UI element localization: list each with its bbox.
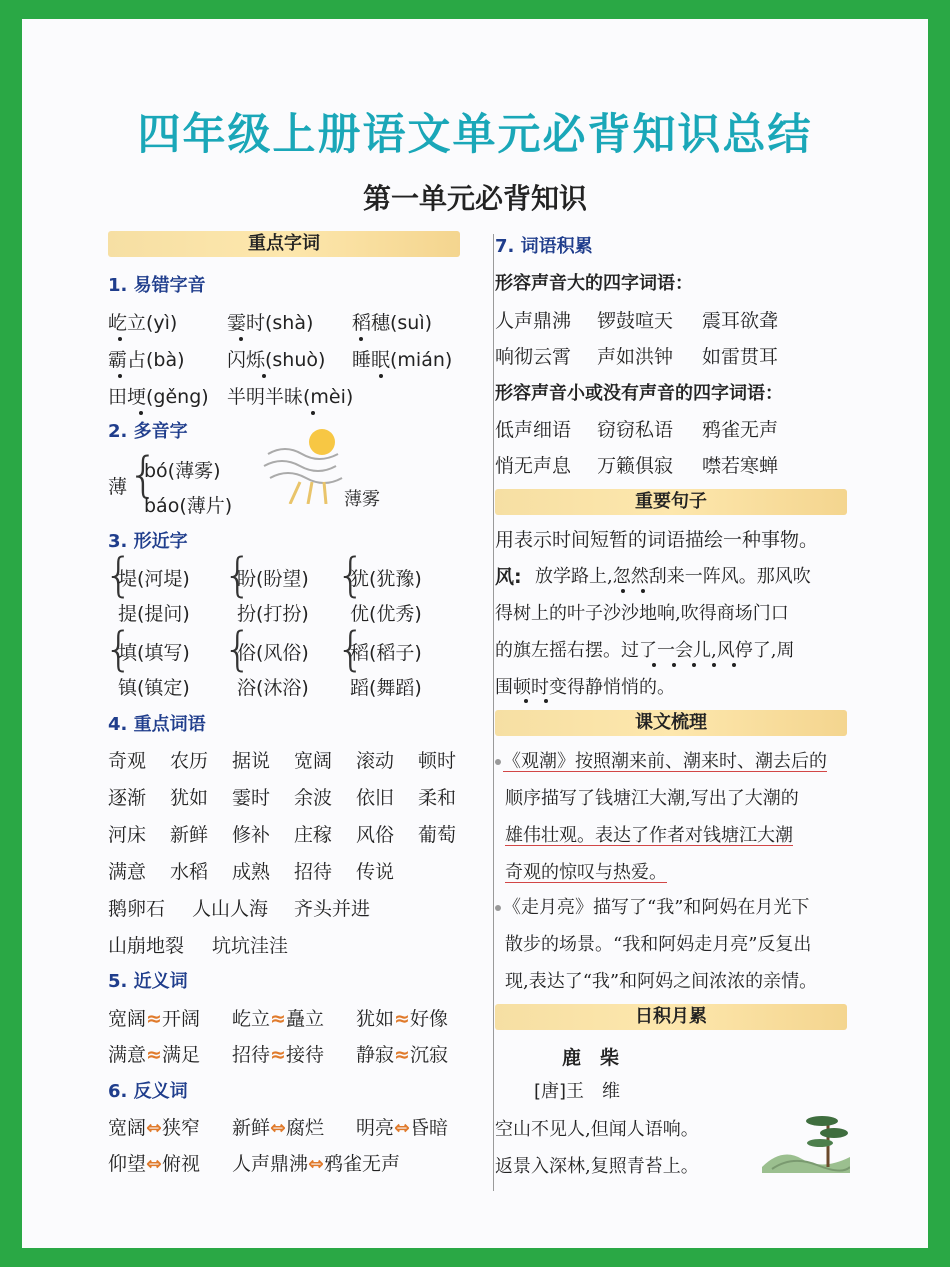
brace: { <box>104 548 134 602</box>
phrase-item: 修补 <box>232 824 271 846</box>
similar-char-item: 优(优秀) <box>350 603 422 625</box>
phrase-item: 鹅卵石 <box>108 898 166 920</box>
brace: { <box>223 548 253 602</box>
phrase-item: 成熟 <box>232 861 271 883</box>
pair-second: 狭窄 <box>161 1117 200 1139</box>
review-line: 雄伟壮观。表达了作者对钱塘江大潮 <box>505 825 793 846</box>
loud-word: 声如洪钟 <box>597 346 674 368</box>
pair-second: 俯视 <box>161 1153 200 1175</box>
phrase-item: 新鲜 <box>170 824 209 846</box>
phrase-item: 传说 <box>356 861 395 883</box>
pronunciation-item: 半明半昧(mèi) <box>227 386 354 408</box>
sentence-intro: 用表示时间短暂的词语描绘一种事物。 <box>495 529 819 551</box>
page-title: 四年级上册语文单元必背知识总结 <box>137 110 813 160</box>
poem-line: 空山不见人,但闻人语响。 <box>495 1119 699 1140</box>
loud-word: 如雷贯耳 <box>702 346 779 368</box>
review-text: 《观潮》按照潮来前、潮来时、潮去后的 <box>503 751 827 772</box>
similar-char-item: 填(填写) <box>118 642 190 664</box>
heading-antonyms: 6. 反义词 <box>108 1081 188 1102</box>
band-key-words: 重点字词 <box>108 231 460 257</box>
pair-first: 人声鼎沸 <box>232 1153 309 1175</box>
pair-first: 犹如 <box>356 1008 395 1030</box>
column-divider <box>493 234 494 1191</box>
page <box>22 19 928 1248</box>
relation-symbol: ≈ <box>270 1044 286 1066</box>
label-loud-words: 形容声音大的四字词语： <box>495 273 693 294</box>
similar-char-item: 扮(打扮) <box>237 603 309 625</box>
polyphone-reading-1: bó(薄雾) <box>144 460 221 482</box>
sentence-line: 的旗左摇右摆。过了一会儿,风停了,周 <box>495 640 795 661</box>
brace: { <box>223 622 253 676</box>
pair-second: 沉寂 <box>409 1044 448 1066</box>
emphasis-dot <box>262 374 266 378</box>
similar-char-item: 犹(犹豫) <box>350 568 422 590</box>
review-line <box>495 747 827 773</box>
phrase-item: 河床 <box>108 824 147 846</box>
loud-word: 响彻云霄 <box>495 346 572 368</box>
sentence-line: 放学路上,忽然刮来一阵风。那风吹 <box>535 566 811 587</box>
phrase-item: 葡萄 <box>418 824 457 846</box>
review-line: 散步的场景。“我和阿妈走月亮”反复出 <box>505 934 812 955</box>
relation-symbol: ⇔ <box>394 1117 410 1139</box>
pair-first: 静寂 <box>356 1044 395 1066</box>
emphasis-dot <box>652 663 656 667</box>
band-daily-accumulation: 日积月累 <box>495 1004 847 1030</box>
quiet-word: 低声细语 <box>495 419 572 441</box>
review-text: 《走月亮》描写了“我”和阿妈在月光下 <box>503 897 810 918</box>
heading-key-phrases: 4. 重点词语 <box>108 714 206 735</box>
quiet-word: 鸦雀无声 <box>702 419 779 441</box>
phrase-item: 农历 <box>170 750 209 772</box>
label-quiet-words: 形容声音小或没有声音的四字词语： <box>495 383 783 404</box>
polyphone-reading-2: báo(薄片) <box>144 495 233 517</box>
phrase-item: 人山人海 <box>192 898 269 920</box>
quiet-word: 窃窃私语 <box>597 419 674 441</box>
emphasis-dot <box>692 663 696 667</box>
poem-author: [唐]王 维 <box>534 1081 621 1102</box>
sentence-line: 围顿时变得静悄悄的。 <box>495 677 675 698</box>
emphasis-dot <box>379 374 383 378</box>
phrase-item: 依旧 <box>356 787 395 809</box>
emphasis-dot <box>544 699 548 703</box>
polyphone-char: 薄 <box>108 476 128 498</box>
relation-symbol: ⇔ <box>146 1117 162 1139</box>
similar-char-item: 稻(稻子) <box>350 642 422 664</box>
pronunciation-item: 睡眠(mián) <box>352 349 453 371</box>
phrase-item: 滚动 <box>356 750 395 772</box>
phrase-item: 招待 <box>294 861 333 883</box>
phrase-item: 犹如 <box>170 787 209 809</box>
emphasis-dot <box>641 589 645 593</box>
emphasis-dot <box>239 337 243 341</box>
phrase-item: 水稻 <box>170 861 209 883</box>
loud-word: 人声鼎沸 <box>495 310 572 332</box>
relation-symbol: ≈ <box>394 1008 410 1030</box>
page-subtitle: 第一单元必背知识 <box>362 182 587 215</box>
pair-first: 仰望 <box>108 1153 147 1175</box>
relation-symbol: ⇔ <box>308 1153 324 1175</box>
pronunciation-item: 屹立(yì) <box>108 312 178 334</box>
heading-pronunciation: 1. 易错字音 <box>108 275 206 296</box>
emphasis-dot <box>732 663 736 667</box>
relation-symbol: ⇔ <box>146 1153 162 1175</box>
pair-second: 满足 <box>161 1044 200 1066</box>
antonym-pair <box>108 1149 200 1176</box>
emphasis-dot <box>524 699 528 703</box>
loud-word: 锣鼓喧天 <box>597 310 674 332</box>
review-line: 现,表达了“我”和阿妈之间浓浓的亲情。 <box>505 971 818 992</box>
pair-first: 满意 <box>108 1044 147 1066</box>
phrase-item: 庄稼 <box>294 824 333 846</box>
review-line: 顺序描写了钱塘江大潮,写出了大潮的 <box>505 788 799 809</box>
heading-synonyms: 5. 近义词 <box>108 971 188 992</box>
pair-second: 好像 <box>409 1008 448 1030</box>
pair-first: 宽阔 <box>108 1008 147 1030</box>
antonym-pair <box>232 1149 400 1176</box>
poem-title: 鹿 柴 <box>562 1047 620 1069</box>
synonym-pair <box>108 1004 200 1031</box>
pronunciation-item: 田埂(gěng) <box>108 386 209 408</box>
emphasis-dot <box>311 411 315 415</box>
pair-second: 矗立 <box>285 1008 324 1030</box>
pair-second: 接待 <box>285 1044 324 1066</box>
quiet-word: 悄无声息 <box>495 455 572 477</box>
phrase-item: 余波 <box>294 787 333 809</box>
phrase-item: 山崩地裂 <box>108 935 185 957</box>
emphasis-dot <box>139 411 143 415</box>
similar-char-item: 俗(风俗) <box>237 642 309 664</box>
relation-symbol: ⇔ <box>270 1117 286 1139</box>
phrase-item: 霎时 <box>232 787 271 809</box>
synonym-pair <box>356 1004 448 1031</box>
band-important-sentences: 重要句子 <box>495 489 847 515</box>
similar-char-item: 堤(河堤) <box>118 568 190 590</box>
similar-char-item: 蹈(舞蹈) <box>350 677 422 699</box>
emphasis-dot <box>359 337 363 341</box>
brace: { <box>128 447 159 503</box>
emphasis-dot <box>712 663 716 667</box>
quiet-word: 噤若寒蝉 <box>702 455 779 477</box>
antonym-pair <box>232 1113 324 1140</box>
bullet-icon <box>495 759 501 765</box>
pair-first: 宽阔 <box>108 1117 147 1139</box>
illustration-caption: 薄雾 <box>344 489 380 510</box>
pronunciation-item: 闪烁(shuò) <box>227 349 326 371</box>
quiet-word: 万籁俱寂 <box>597 455 674 477</box>
emphasis-dot <box>621 589 625 593</box>
synonym-pair <box>232 1040 324 1067</box>
pronunciation-item: 霎时(shà) <box>227 312 314 334</box>
loud-word: 震耳欲聋 <box>702 310 779 332</box>
similar-char-item: 提(提问) <box>118 603 190 625</box>
poem-line: 返景入深林,复照青苔上。 <box>495 1156 699 1177</box>
relation-symbol: ≈ <box>270 1008 286 1030</box>
pair-second: 昏暗 <box>409 1117 448 1139</box>
landscape-illustration <box>762 1107 850 1173</box>
phrase-item: 据说 <box>232 750 271 772</box>
synonym-pair <box>356 1040 448 1067</box>
sentence-line: 得树上的叶子沙沙地响,吹得商场门口 <box>495 603 789 624</box>
brace: { <box>336 548 366 602</box>
similar-char-item: 盼(盼望) <box>237 568 309 590</box>
relation-symbol: ≈ <box>146 1008 162 1030</box>
phrase-item: 满意 <box>108 861 147 883</box>
synonym-pair <box>232 1004 324 1031</box>
phrase-item: 柔和 <box>418 787 457 809</box>
review-line <box>495 893 809 919</box>
pair-first: 新鲜 <box>232 1117 271 1139</box>
fog-sun-illustration <box>260 424 350 504</box>
pronunciation-item: 稻穗(suì) <box>352 312 433 334</box>
phrase-item: 逐渐 <box>108 787 147 809</box>
brace: { <box>104 622 134 676</box>
similar-char-item: 镇(镇定) <box>118 677 190 699</box>
phrase-item: 齐头并进 <box>294 898 371 920</box>
emphasis-dot <box>672 663 676 667</box>
phrase-item: 坑坑洼洼 <box>212 935 289 957</box>
emphasis-dot <box>118 337 122 341</box>
antonym-pair <box>356 1113 448 1140</box>
bullet-icon <box>495 905 501 911</box>
phrase-item: 风俗 <box>356 824 395 846</box>
pair-first: 屹立 <box>232 1008 271 1030</box>
sentence-label: 风: <box>495 566 522 588</box>
phrase-item: 奇观 <box>108 750 147 772</box>
pair-second: 腐烂 <box>285 1117 324 1139</box>
relation-symbol: ≈ <box>394 1044 410 1066</box>
band-text-review: 课文梳理 <box>495 710 847 736</box>
similar-char-item: 浴(沐浴) <box>237 677 309 699</box>
pair-first: 明亮 <box>356 1117 395 1139</box>
relation-symbol: ≈ <box>146 1044 162 1066</box>
pair-first: 招待 <box>232 1044 271 1066</box>
heading-word-accumulation: 7. 词语积累 <box>495 236 593 257</box>
phrase-item: 顿时 <box>418 750 457 772</box>
antonym-pair <box>108 1113 200 1140</box>
brace: { <box>336 622 366 676</box>
pair-second: 鸦雀无声 <box>323 1153 400 1175</box>
pair-second: 开阔 <box>161 1008 200 1030</box>
review-line: 奇观的惊叹与热爱。 <box>505 862 667 883</box>
heading-similar-chars: 3. 形近字 <box>108 531 188 552</box>
emphasis-dot <box>118 374 122 378</box>
pronunciation-item: 霸占(bà) <box>108 349 185 371</box>
synonym-pair <box>108 1040 200 1067</box>
heading-polyphone: 2. 多音字 <box>108 421 188 442</box>
phrase-item: 宽阔 <box>294 750 333 772</box>
